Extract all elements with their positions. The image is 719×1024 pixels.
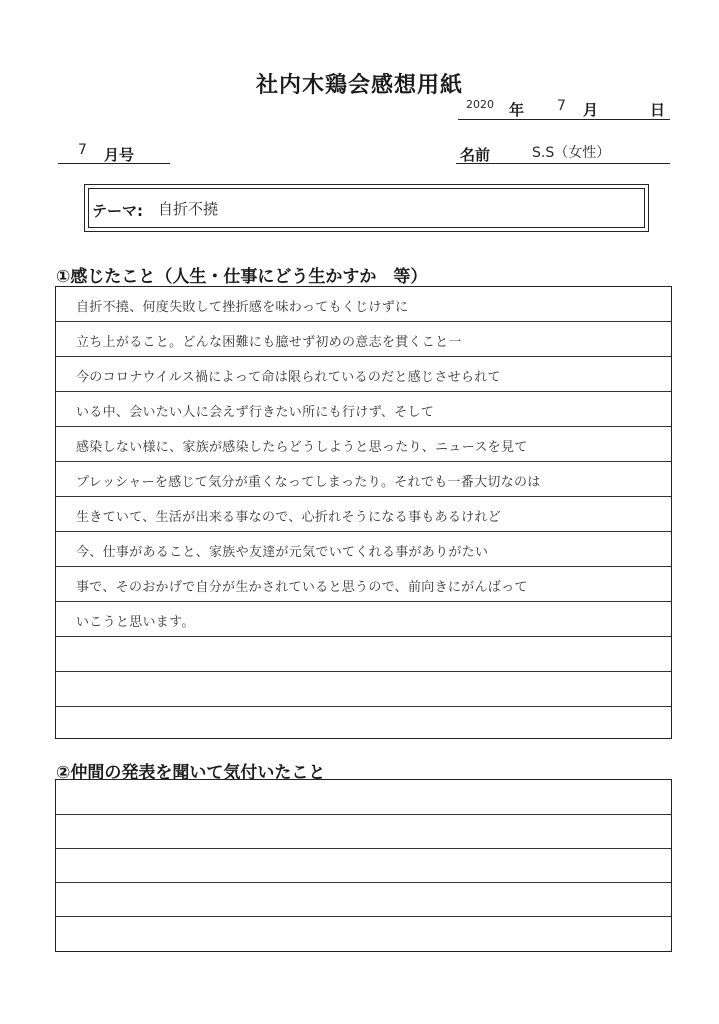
issue-month-value: 7	[78, 142, 87, 158]
ruled-line	[56, 672, 671, 707]
ruled-line	[56, 532, 671, 567]
theme-value: 自折不撓	[158, 200, 219, 218]
issue-label: 月号	[104, 146, 135, 164]
ruled-line	[56, 883, 671, 917]
ruled-line	[56, 392, 671, 427]
section2-heading: ②仲間の発表を聞いて気付いたこと	[56, 763, 326, 783]
date-year-label: 年	[509, 101, 525, 119]
ruled-line	[56, 497, 671, 532]
section1-box	[55, 286, 672, 739]
ruled-line	[56, 427, 671, 462]
date-month-label: 月	[583, 101, 599, 119]
date-month-value: 7	[557, 98, 566, 114]
ruled-line	[56, 780, 671, 815]
ruled-line	[56, 287, 671, 322]
handwritten-line: いこうと思います。	[76, 615, 195, 630]
theme-label: テーマ:	[92, 202, 143, 220]
name-label: 名前	[460, 146, 491, 164]
name-value: S.S（女性）	[532, 145, 611, 161]
handwritten-line: 立ち上がること。どんな困難にも臆せず初めの意志を貫くこと一	[76, 335, 462, 350]
handwritten-line: 自折不撓、何度失敗して挫折感を味わってもくじけずに	[76, 300, 409, 315]
section1-heading: ①感じたこと（人生・仕事にどう生かすか 等）	[56, 267, 428, 287]
ruled-line	[56, 602, 671, 637]
date-underline	[458, 119, 670, 120]
ruled-line-last	[56, 917, 671, 950]
section2-box	[55, 779, 672, 952]
ruled-line-last	[56, 707, 671, 738]
form-title: 社内木鶏会感想用紙	[255, 73, 463, 98]
ruled-line	[56, 815, 671, 849]
handwritten-line: 生きていて、生活が出来る事なので、心折れそうになる事もあるけれど	[76, 510, 502, 525]
handwritten-line: 感染しない様に、家族が感染したらどうしようと思ったり、ニュースを見て	[76, 440, 528, 455]
handwritten-line: 今、仕事があること、家族や友達が元気でいてくれる事がありがたい	[76, 545, 489, 560]
ruled-line	[56, 462, 671, 497]
handwritten-line: 事で、そのおかげで自分が生かされていると思うので、前向きにがんばって	[76, 580, 528, 595]
ruled-line	[56, 357, 671, 392]
ruled-line	[56, 849, 671, 883]
ruled-line	[56, 322, 671, 357]
handwritten-line: 今のコロナウイルス禍によって命は限られているのだと感じさせられて	[76, 370, 501, 385]
issue-underline	[58, 163, 170, 164]
date-year-value: 2020	[466, 98, 494, 111]
name-underline	[456, 163, 670, 164]
handwritten-line: いる中、会いたい人に会えず行きたい所にも行けず、そして	[76, 405, 435, 420]
handwritten-line: プレッシャーを感じて気分が重くなってしまったり。それでも一番大切なのは	[76, 475, 541, 490]
ruled-line	[56, 567, 671, 602]
date-day-label: 日	[650, 101, 666, 119]
ruled-line	[56, 637, 671, 672]
